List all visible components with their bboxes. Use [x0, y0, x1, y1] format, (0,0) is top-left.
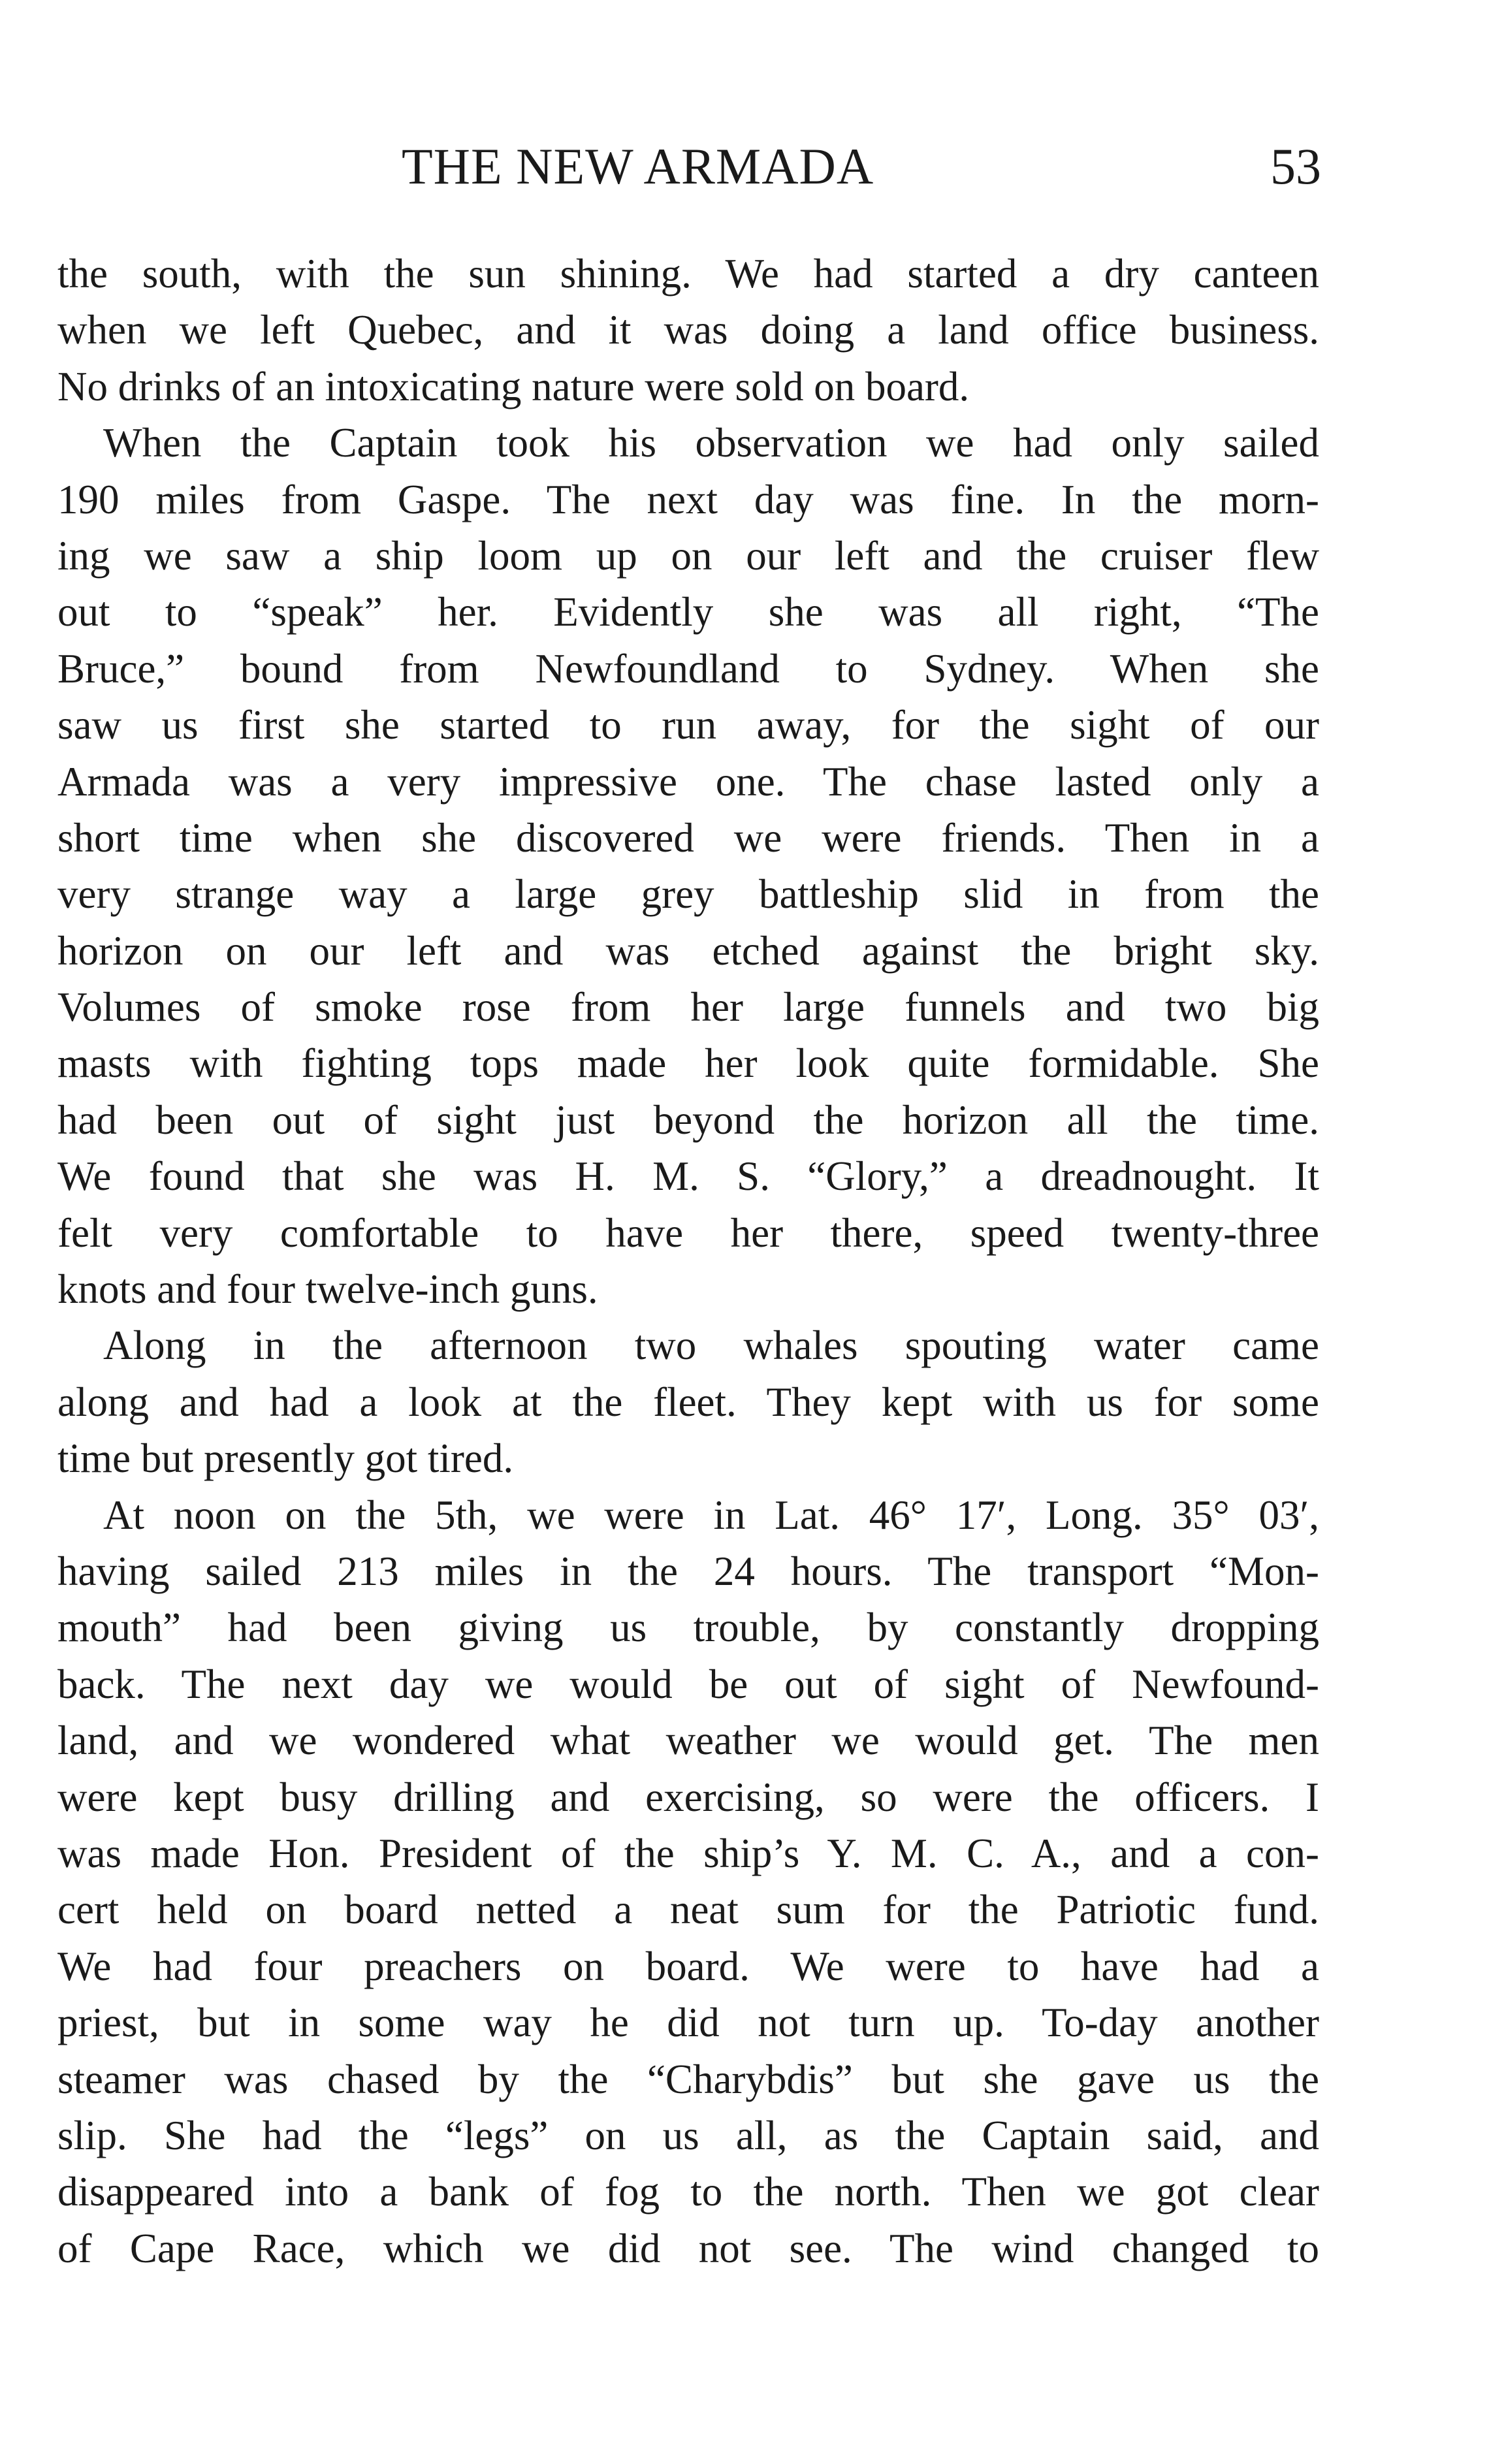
text-line: time but presently got tired. — [57, 1435, 514, 1482]
text-line: masts with fighting tops made her look quite formidable. She — [57, 1040, 1319, 1087]
body-text — [57, 246, 1319, 2277]
text-line: Bruce,” bound from Newfoundland to Sydney. When she — [57, 645, 1319, 692]
text-line: When the Captain took his observation we had only sailed — [103, 420, 1319, 466]
text-line: steamer was chased by the “Charybdis” but she gave us the — [57, 2056, 1319, 2102]
text-line: when we left Quebec, and it was doing a land office business. — [57, 307, 1319, 353]
text-line: the south, with the sun shining. We had started a dry canteen — [57, 251, 1319, 296]
text-line: Armada was a very impressive one. The chase lasted only a — [57, 758, 1319, 805]
page-number: 53 — [1270, 138, 1321, 195]
text-line: priest, but in some way he did not turn up. To-day another — [57, 2000, 1319, 2046]
text-line: Volumes of smoke rose from her large funnels and two big — [57, 984, 1319, 1031]
text-line: were kept busy drilling and exercising, so were the officers. I — [57, 1774, 1319, 1820]
text-line: We found that she was H. M. S. “Glory,” a dreadnought. It — [57, 1153, 1319, 1200]
text-line: disappeared into a bank of fog to the north. Then we got clear — [57, 2169, 1319, 2215]
text-line: ing we saw a ship loom up on our left and the cruiser flew — [57, 532, 1319, 579]
text-line: land, and we wondered what weather we would get. The men — [57, 1718, 1319, 1764]
text-line: mouth” had been giving us trouble, by constantly dropping — [57, 1605, 1319, 1651]
text-line: At noon on the 5th, we were in Lat. 46° 17′, Long. 35° 03′, — [103, 1492, 1319, 1538]
text-line: short time when she discovered we were friends. Then in a — [57, 814, 1319, 861]
text-line: No drinks of an intoxicating nature were sold on board. — [57, 363, 970, 409]
text-line: cert held on board netted a neat sum for the Patriotic fund. — [57, 1887, 1319, 1933]
text-line: of Cape Race, which we did not see. The wind changed to — [57, 2225, 1319, 2271]
text-line: slip. She had the “legs” on us all, as the Captain said, and — [57, 2112, 1319, 2158]
text-line: horizon on our left and was etched against the bright sky. — [57, 927, 1319, 974]
running-head — [59, 134, 1321, 199]
text-line: having sailed 213 miles in the 24 hours. The transport “Mon- — [57, 1548, 1319, 1594]
text-line: knots and four twelve-inch guns. — [57, 1266, 598, 1313]
running-title: THE NEW ARMADA — [402, 138, 874, 195]
text-line: out to “speak” her. Evidently she was all right, “The — [57, 589, 1319, 635]
text-line: was made Hon. President of the ship’s Y. M. C. A., and a con- — [57, 1830, 1319, 1876]
text-line: Along in the afternoon two whales spouting water came — [103, 1322, 1319, 1369]
text-line: very strange way a large grey battleship slid in from the — [57, 871, 1319, 918]
text-line: along and had a look at the fleet. They kept with us for some — [57, 1379, 1319, 1425]
text-line: had been out of sight just beyond the horizon all the time. — [57, 1096, 1319, 1143]
text-line: back. The next day we would be out of sight of Newfound- — [57, 1661, 1319, 1707]
text-line: We had four preachers on board. We were to have had a — [57, 1943, 1319, 1989]
text-line: saw us first she started to run away, for the sight of our — [57, 702, 1319, 748]
text-line: 190 miles from Gaspe. The next day was fine. In the morn- — [57, 476, 1319, 522]
text-line: felt very comfortable to have her there, speed twenty-three — [57, 1209, 1319, 1256]
